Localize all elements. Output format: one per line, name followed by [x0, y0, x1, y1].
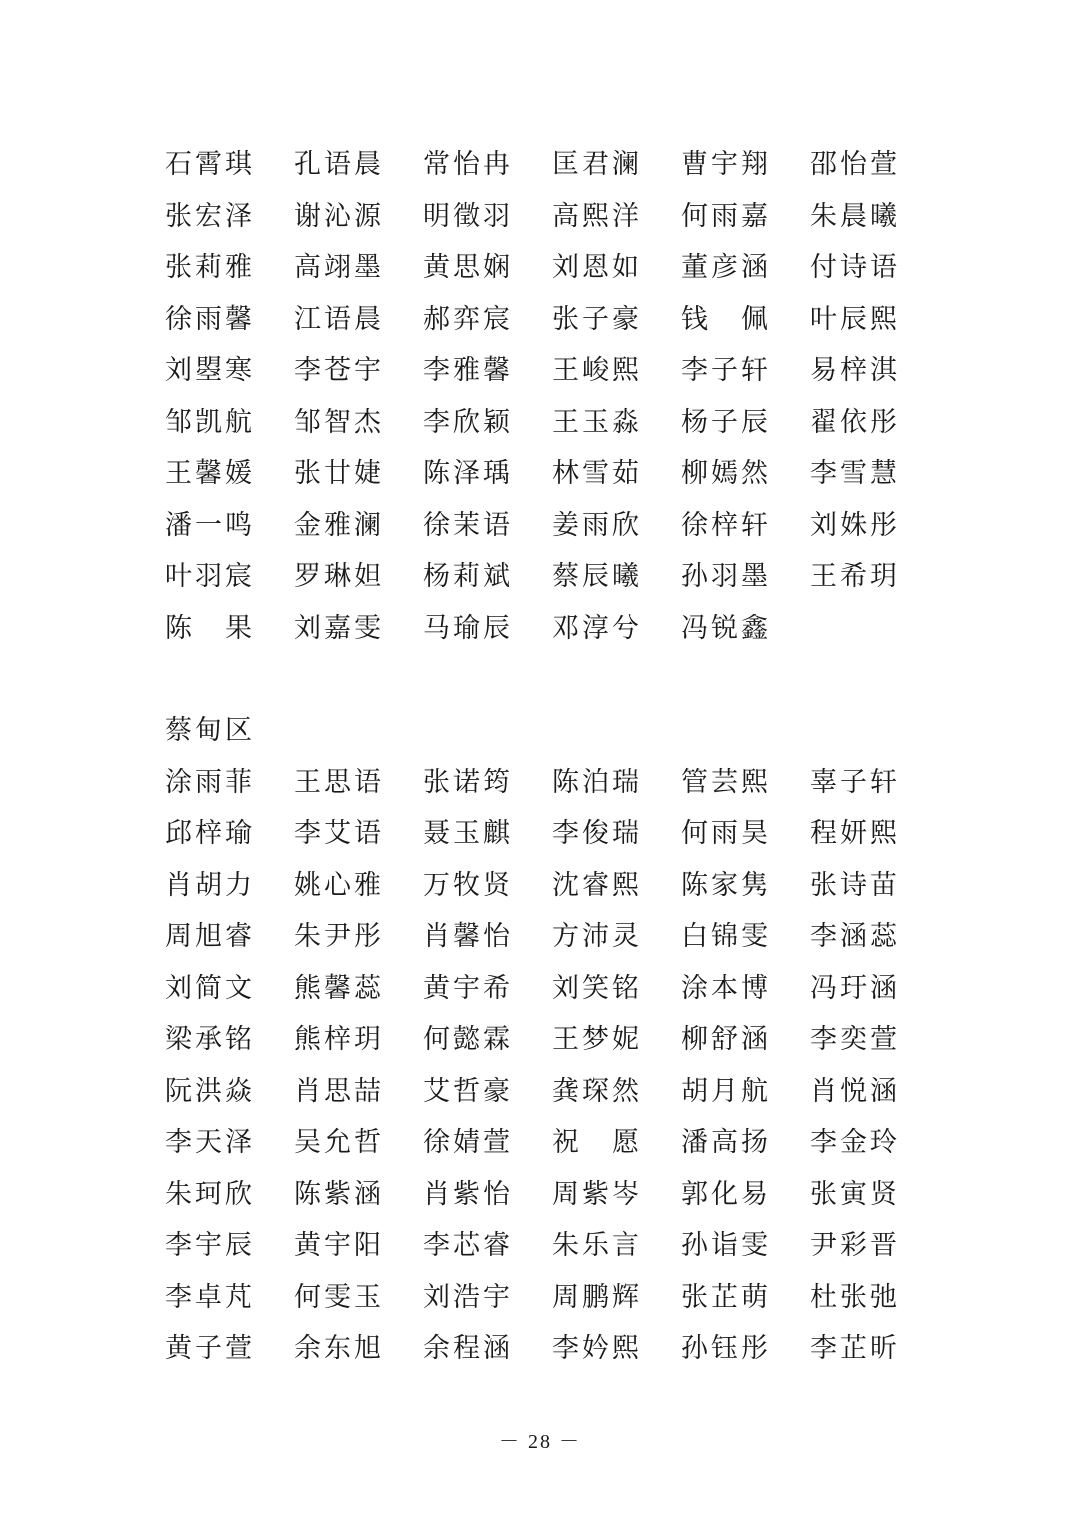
name-item: 辜子轩 — [810, 766, 900, 798]
name-item: 邹智杰 — [294, 406, 384, 438]
name-item: 王玉淼 — [552, 406, 642, 438]
name-item: 吴允哲 — [294, 1127, 384, 1159]
name-item: 郝弈宸 — [423, 303, 513, 335]
name-item: 何懿霖 — [423, 1024, 513, 1056]
name-item: 阮洪焱 — [165, 1075, 255, 1107]
name-item: 孙钰彤 — [681, 1333, 771, 1365]
name-item: 马瑜辰 — [423, 612, 513, 644]
name-item: 潘高扬 — [681, 1127, 771, 1159]
name-item: 李欣颖 — [423, 406, 513, 438]
name-item: 李妗熙 — [552, 1333, 642, 1365]
name-item: 姚心雅 — [294, 869, 384, 901]
list-row — [165, 600, 925, 652]
page-number: － 28 － — [499, 1431, 581, 1453]
name-item: 方沛灵 — [552, 921, 642, 953]
name-item: 杨莉斌 — [423, 561, 513, 593]
name-item: 尹彩晋 — [810, 1230, 900, 1262]
name-item: 朱珂欣 — [165, 1178, 255, 1210]
name-item: 涂雨菲 — [165, 766, 255, 798]
list-row — [165, 960, 925, 1012]
name-item: 李俊瑞 — [552, 818, 642, 850]
list-row — [165, 908, 925, 960]
list-row — [165, 188, 925, 240]
name-list-caidian — [165, 702, 925, 1372]
list-row — [165, 445, 925, 497]
name-item: 王梦妮 — [552, 1024, 642, 1056]
name-list-continued — [165, 136, 925, 651]
list-row — [165, 1011, 925, 1063]
name-item: 叶羽宸 — [165, 561, 255, 593]
name-item: 杨子辰 — [681, 406, 771, 438]
list-row — [165, 1269, 925, 1321]
name-item: 柳舒涵 — [681, 1024, 771, 1056]
name-item: 朱乐言 — [552, 1230, 642, 1262]
name-item: 梁承铭 — [165, 1024, 255, 1056]
name-item: 白锦雯 — [681, 921, 771, 953]
name-item: 邹凯航 — [165, 406, 255, 438]
name-item: 徐婧萱 — [423, 1127, 513, 1159]
name-item: 杜张弛 — [810, 1281, 900, 1313]
name-item: 金雅澜 — [294, 509, 384, 541]
name-item: 明徵羽 — [423, 200, 513, 232]
name-item: 刘笑铭 — [552, 972, 642, 1004]
name-item: 余东旭 — [294, 1333, 384, 1365]
name-item: 熊馨蕊 — [294, 972, 384, 1004]
name-item: 陈泽瑀 — [423, 458, 513, 490]
name-item: 万牧贤 — [423, 869, 513, 901]
name-item: 艾哲豪 — [423, 1075, 513, 1107]
name-item: 李雪慧 — [810, 458, 900, 490]
name-item: 刘简文 — [165, 972, 255, 1004]
section-title: 蔡甸区 — [165, 715, 255, 747]
name-item: 郭化易 — [681, 1178, 771, 1210]
name-item: 黄思娴 — [423, 252, 513, 284]
name-item: 陈紫涵 — [294, 1178, 384, 1210]
name-item: 张宏泽 — [165, 200, 255, 232]
name-item: 李苍宇 — [294, 355, 384, 387]
name-item: 周紫岑 — [552, 1178, 642, 1210]
name-item: 李雅馨 — [423, 355, 513, 387]
list-row — [165, 754, 925, 806]
name-item: 肖悦涵 — [810, 1075, 900, 1107]
name-item: 沈睿熙 — [552, 869, 642, 901]
name-item: 张诺筠 — [423, 766, 513, 798]
name-item: 张寅贤 — [810, 1178, 900, 1210]
name-item: 罗琳妲 — [294, 561, 384, 593]
name-item: 柳嫣然 — [681, 458, 771, 490]
name-item: 姜雨欣 — [552, 509, 642, 541]
list-row — [165, 548, 925, 600]
name-item: 李金玲 — [810, 1127, 900, 1159]
list-row — [165, 342, 925, 394]
name-item: 张诗苗 — [810, 869, 900, 901]
name-item: 曹宇翔 — [681, 149, 771, 181]
list-row — [165, 136, 925, 188]
name-item: 张子豪 — [552, 303, 642, 335]
name-item: 冯玗涵 — [810, 972, 900, 1004]
name-item: 高翊墨 — [294, 252, 384, 284]
name-item: 肖紫怡 — [423, 1178, 513, 1210]
name-item: 王希玥 — [810, 561, 900, 593]
name-item: 孙羽墨 — [681, 561, 771, 593]
name-item: 何雯玉 — [294, 1281, 384, 1313]
name-item: 刘姝彤 — [810, 509, 900, 541]
list-row — [165, 239, 925, 291]
name-item: 朱晨曦 — [810, 200, 900, 232]
name-item: 常怡冉 — [423, 149, 513, 181]
name-item: 肖胡力 — [165, 869, 255, 901]
name-item: 聂玉麒 — [423, 818, 513, 850]
name-item: 翟依彤 — [810, 406, 900, 438]
name-item: 朱尹彤 — [294, 921, 384, 953]
name-item: 蔡辰曦 — [552, 561, 642, 593]
name-item: 李芷昕 — [810, 1333, 900, 1365]
name-item: 程妍熙 — [810, 818, 900, 850]
name-item: 王馨媛 — [165, 458, 255, 490]
name-item: 刘嘉雯 — [294, 612, 384, 644]
name-item: 刘曌寒 — [165, 355, 255, 387]
name-item: 冯锐鑫 — [681, 612, 771, 644]
list-row — [165, 1063, 925, 1115]
name-item: 钱 佩 — [681, 303, 771, 335]
name-item: 涂本博 — [681, 972, 771, 1004]
name-item: 孔语晨 — [294, 149, 384, 181]
name-item: 董彦涵 — [681, 252, 771, 284]
name-item: 龚琛然 — [552, 1075, 642, 1107]
name-item: 刘浩宇 — [423, 1281, 513, 1313]
list-row — [165, 291, 925, 343]
name-item: 何雨嘉 — [681, 200, 771, 232]
name-item: 林雪茹 — [552, 458, 642, 490]
name-item: 熊梓玥 — [294, 1024, 384, 1056]
name-item: 江语晨 — [294, 303, 384, 335]
name-item: 刘恩如 — [552, 252, 642, 284]
name-item: 李涵蕊 — [810, 921, 900, 953]
name-item: 李芯睿 — [423, 1230, 513, 1262]
name-item: 李宇辰 — [165, 1230, 255, 1262]
list-row — [165, 1217, 925, 1269]
name-item: 周旭睿 — [165, 921, 255, 953]
name-item: 陈泊瑞 — [552, 766, 642, 798]
name-item: 王思语 — [294, 766, 384, 798]
name-item: 周鹏辉 — [552, 1281, 642, 1313]
name-item: 管芸熙 — [681, 766, 771, 798]
name-item: 李天泽 — [165, 1127, 255, 1159]
name-item: 黄宇希 — [423, 972, 513, 1004]
list-row — [165, 394, 925, 446]
name-item: 徐雨馨 — [165, 303, 255, 335]
list-row — [165, 857, 925, 909]
name-item: 黄子萱 — [165, 1333, 255, 1365]
name-item: 徐梓轩 — [681, 509, 771, 541]
name-item: 付诗语 — [810, 252, 900, 284]
list-row — [165, 1166, 925, 1218]
name-item: 祝 愿 — [552, 1127, 642, 1159]
list-row — [165, 805, 925, 857]
name-item: 肖馨怡 — [423, 921, 513, 953]
name-item: 高熙洋 — [552, 200, 642, 232]
name-item: 肖思喆 — [294, 1075, 384, 1107]
name-item: 张廿婕 — [294, 458, 384, 490]
name-item: 李子轩 — [681, 355, 771, 387]
name-item: 李卓芃 — [165, 1281, 255, 1313]
name-item: 邱梓瑜 — [165, 818, 255, 850]
list-row — [165, 497, 925, 549]
name-item: 王峻熙 — [552, 355, 642, 387]
name-item: 张莉雅 — [165, 252, 255, 284]
name-item: 何雨昊 — [681, 818, 771, 850]
name-item: 孙诣雯 — [681, 1230, 771, 1262]
name-item: 陈 果 — [165, 612, 255, 644]
name-item: 石霄琪 — [165, 149, 255, 181]
name-item: 叶辰熙 — [810, 303, 900, 335]
name-item: 潘一鸣 — [165, 509, 255, 541]
name-item: 匡君澜 — [552, 149, 642, 181]
name-item: 李奕萱 — [810, 1024, 900, 1056]
name-item: 邓淳兮 — [552, 612, 642, 644]
name-item: 邵怡萱 — [810, 149, 900, 181]
name-item: 徐茉语 — [423, 509, 513, 541]
name-item: 余程涵 — [423, 1333, 513, 1365]
list-row — [165, 1320, 925, 1372]
name-item: 李艾语 — [294, 818, 384, 850]
name-item: 张芷萌 — [681, 1281, 771, 1313]
name-item: 易梓淇 — [810, 355, 900, 387]
list-row — [165, 1114, 925, 1166]
name-item: 胡月航 — [681, 1075, 771, 1107]
name-item: 陈家隽 — [681, 869, 771, 901]
name-item: 谢沁源 — [294, 200, 384, 232]
name-item: 黄宇阳 — [294, 1230, 384, 1262]
